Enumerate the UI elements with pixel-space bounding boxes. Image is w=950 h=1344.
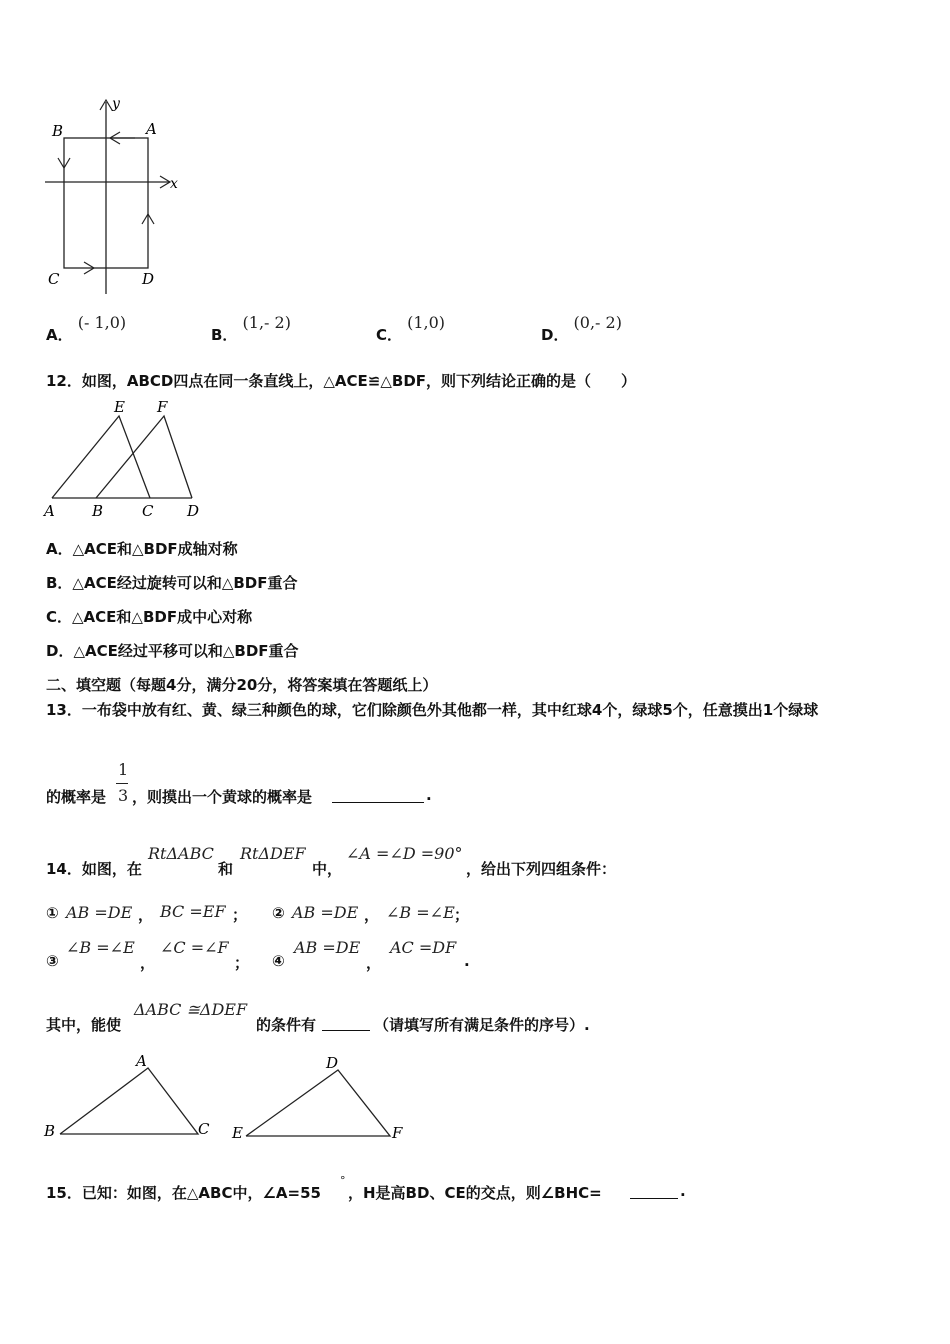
q14-c2-a: AB =DE — [292, 903, 359, 922]
q14-m3: ∠A =∠D =90° — [346, 844, 463, 863]
q11-option-b-value: (1,- 2) — [242, 313, 291, 332]
q11-option-b-label: B． — [211, 326, 238, 344]
q12-label-E: E — [114, 398, 125, 416]
q14-c4-sep: ， — [366, 954, 382, 972]
q12-label-A: A — [44, 502, 55, 520]
q11-label-D: D — [142, 270, 155, 288]
q14-c3-b: ∠C =∠F — [160, 938, 229, 957]
q15-deg: ° — [340, 1174, 346, 1187]
q11-option-a-value: (- 1,0) — [77, 313, 127, 332]
q15-end: . — [680, 1182, 686, 1200]
q14-c1-sep: ， — [138, 906, 154, 924]
q14-q-mid: 的条件有 — [256, 1016, 317, 1034]
q11-coordinate-figure — [40, 92, 200, 297]
q14-c4-b: AC =DF — [390, 938, 457, 957]
q14-question — [46, 998, 746, 1034]
q12-label-D: D — [187, 502, 200, 520]
q14-q-prefix: 其中，能使 — [46, 1016, 122, 1034]
q14-q-math: ΔABC ≅ΔDEF — [134, 1000, 248, 1019]
q12-option-c: C．△ACE和△BDF成中心对称 — [46, 608, 253, 626]
q11-label-y: y — [112, 96, 120, 112]
q14-label-C: C — [198, 1120, 210, 1138]
q14-c1-a: AB =DE — [66, 903, 133, 922]
q15-answer-blank[interactable] — [630, 1184, 678, 1199]
q14-answer-blank[interactable] — [322, 1016, 370, 1031]
q13-end: . — [426, 786, 432, 804]
q14-label-A: A — [136, 1052, 147, 1070]
q14-c1-num: ① — [46, 904, 59, 922]
q11-label-B: B — [52, 122, 64, 140]
q14-p4: ，给出下列四组条件： — [466, 860, 617, 878]
q14-m2: RtΔDEF — [240, 844, 306, 863]
q11-label-A: A — [146, 120, 157, 138]
q11-option-c-value: (1,0) — [407, 313, 446, 332]
q11-option-c — [376, 312, 446, 344]
q14-c1-b: BC =EF — [160, 902, 226, 921]
q11-label-x: x — [170, 176, 178, 192]
q14-stem — [46, 842, 746, 882]
q11-option-c-label: C． — [376, 326, 403, 344]
q15-p2: ，H是高BD、CE的交点，则∠BHC= — [348, 1184, 602, 1202]
q15-p1: 15．已知：如图，在△ABC中，∠A=55 — [46, 1184, 321, 1202]
q14-q-suffix: （请填写所有满足条件的序号）. — [374, 1016, 590, 1034]
q11-option-d-value: (0,- 2) — [573, 313, 622, 332]
q12-label-F: F — [157, 398, 168, 416]
q14-label-F: F — [392, 1124, 403, 1142]
q13-line1: 13．一布袋中放有红、黄、绿三种颜色的球，它们除颜色外其他都一样，其中红球4个，绿球5个，任意摸出1个绿球 — [46, 701, 819, 719]
q11-option-a — [46, 312, 127, 344]
q12-triangles-figure — [40, 396, 210, 522]
q14-c2-num: ② — [272, 904, 285, 922]
q13-answer-blank[interactable] — [332, 788, 424, 803]
q14-m1: RtΔABC — [148, 844, 214, 863]
q14-c2-end: ； — [454, 906, 470, 924]
q15-stem — [46, 1174, 746, 1204]
q14-c3-sep: ， — [140, 954, 156, 972]
q14-label-B: B — [44, 1122, 56, 1140]
q11-option-b — [211, 312, 291, 344]
q13-frac-num: 1 — [118, 760, 129, 779]
q14-p3: 中， — [312, 860, 343, 878]
q14-c1-end: ； — [232, 906, 248, 924]
q14-triangles-figure — [40, 1050, 420, 1145]
q13-frac-den: 3 — [118, 786, 129, 805]
section-2-heading: 二、填空题（每题4分，满分20分，将答案填在答题纸上） — [46, 676, 438, 694]
q12-stem: 12．如图，ABCD四点在同一条直线上，△ACE≌△BDF，则下列结论正确的是（ ） — [46, 372, 637, 390]
q14-c4-num: ④ — [272, 952, 285, 970]
q13-frac-bar — [116, 783, 128, 784]
q12-label-B: B — [92, 502, 104, 520]
q14-p2: 和 — [218, 860, 234, 878]
q13-suffix: ，则摸出一个黄球的概率是 — [132, 788, 313, 806]
q14-c2-sep: ， — [364, 906, 380, 924]
q12-label-C: C — [142, 502, 154, 520]
q14-c3-end: ； — [234, 954, 250, 972]
q14-c3-num: ③ — [46, 952, 59, 970]
q14-c3-a: ∠B =∠E — [66, 938, 135, 957]
q12-option-d: D．△ACE经过平移可以和△BDF重合 — [46, 642, 299, 660]
q12-option-a: A．△ACE和△BDF成轴对称 — [46, 540, 238, 558]
q14-conditions-row1 — [46, 902, 546, 926]
q14-conditions-row2 — [46, 938, 546, 972]
q14-label-E: E — [232, 1124, 243, 1142]
q11-option-d-label: D． — [541, 326, 569, 344]
q12-option-b: B．△ACE经过旋转可以和△BDF重合 — [46, 574, 298, 592]
q13-line2 — [46, 760, 546, 810]
q11-option-d — [541, 312, 622, 344]
q11-option-a-label: A． — [46, 326, 73, 344]
q11-label-C: C — [48, 270, 60, 288]
q14-p1: 14．如图，在 — [46, 860, 142, 878]
q14-label-D: D — [326, 1054, 339, 1072]
q14-c4-a: AB =DE — [294, 938, 361, 957]
q14-c2-b: ∠B =∠E — [386, 903, 455, 922]
q14-c4-end: . — [464, 952, 470, 970]
q13-prefix: 的概率是 — [46, 788, 107, 806]
